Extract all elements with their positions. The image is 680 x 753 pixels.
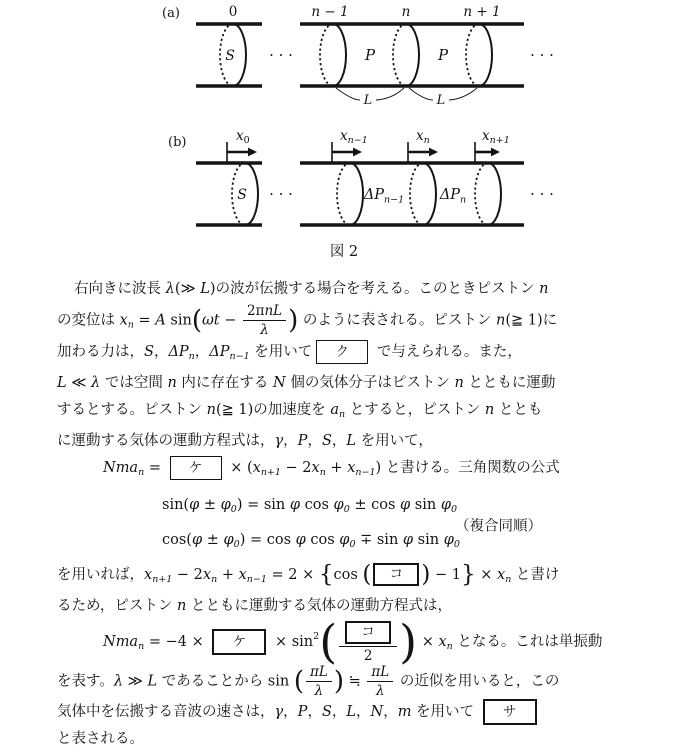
text-run: x [340, 128, 348, 144]
text-run: ∓ sin [355, 531, 403, 548]
text-run: m [397, 704, 412, 721]
text-run: に運動する気体の運動方程式は， [57, 432, 275, 449]
text-run: のように表される。ピストン [298, 312, 497, 329]
piston-front-arc [333, 24, 346, 86]
trig-formula-cos [162, 525, 637, 560]
text-run: φ [440, 496, 451, 513]
text-run: x [482, 128, 490, 144]
text-run: ととも [494, 401, 543, 418]
text-run: L [147, 673, 158, 690]
piston-back-arc [393, 24, 406, 86]
text-run: n [319, 466, 326, 478]
text-run: n [446, 640, 453, 652]
text-run: n [127, 319, 134, 331]
text-run: φ [400, 496, 411, 513]
text-run: L [346, 704, 357, 721]
piston-back-arc [475, 163, 488, 225]
text-run: P [297, 432, 308, 449]
text-run: φ [189, 496, 200, 513]
text-run: n [188, 350, 195, 362]
text-run: − 2 [172, 566, 203, 583]
equation-line-ke [57, 455, 637, 486]
text-run: ) = cos [239, 531, 296, 548]
text-run: cos( [162, 531, 192, 548]
text-run: + [325, 459, 348, 476]
blank-box-ke: ケ [212, 629, 266, 655]
text-run: = [144, 459, 166, 476]
piston-front-arc [423, 163, 436, 225]
text-run: n [206, 401, 216, 418]
open-paren: ( [293, 666, 304, 697]
blank-box-ke: ケ [170, 456, 222, 480]
text-run: sin [165, 312, 192, 329]
close-paren: ) [421, 561, 431, 588]
displacement-label-xn+1 [482, 128, 510, 146]
text-run: x [347, 459, 356, 476]
length-brace [376, 88, 404, 100]
text-run: − [219, 312, 241, 329]
length-brace [449, 88, 477, 100]
text-run: n+1 [260, 466, 281, 478]
text-run: ， [283, 432, 298, 449]
text-run: n [177, 597, 187, 614]
text-run: = 2 × [266, 566, 319, 583]
text-run: φ [443, 531, 454, 548]
text-run: x [202, 566, 212, 583]
fraction [339, 620, 397, 664]
text-run: n [138, 640, 145, 652]
text-run: x [497, 566, 506, 583]
text-run: cos [333, 566, 363, 583]
text-run: を用いれば， [57, 566, 144, 583]
text-run: n [167, 374, 177, 391]
text-run: x [144, 566, 153, 583]
piston-n-1-label: n − 1 [311, 4, 349, 20]
displacement-label-xn [416, 128, 430, 146]
piston-front-arc [488, 163, 501, 225]
text-run: n [496, 312, 506, 329]
open-paren: ( [191, 305, 202, 336]
text-run: ， [331, 704, 347, 721]
text-run: L [200, 281, 210, 297]
text-run: × sin [270, 633, 314, 650]
text-line-9 [57, 593, 637, 620]
pressure-diff-label [439, 187, 466, 206]
text-run: γ [274, 432, 284, 449]
text-run: sin( [162, 496, 190, 513]
problem-text [57, 276, 637, 753]
piston-back-arc [337, 163, 350, 225]
arrowhead [353, 148, 362, 157]
arrowhead [429, 148, 438, 157]
text-run: n+1 [152, 573, 173, 585]
text-run: ) と書ける。三角関数の公式 [375, 459, 560, 476]
figure-2 [0, 0, 680, 270]
text-run: 0 [450, 503, 458, 515]
open-paren: ( [319, 614, 338, 669]
text-run: λ [91, 374, 101, 391]
text-run: 0 [349, 538, 356, 550]
text-run: x [252, 459, 261, 476]
text-run: φ [220, 496, 231, 513]
text-run: 0 [230, 503, 237, 515]
denominator: λ [306, 681, 332, 699]
text-run: を用いて [249, 343, 313, 360]
text-run: L [57, 374, 67, 391]
displacement-label-x0 [236, 128, 250, 146]
denominator: λ [367, 681, 393, 699]
text-run: S [321, 704, 332, 721]
numerator: πL [371, 663, 390, 680]
text-run: とともに運動する気体の運動方程式は， [186, 597, 452, 614]
piston-back-arc [410, 163, 423, 225]
text-run: となる。これは単振動 [452, 633, 603, 650]
text-run: L [346, 432, 357, 449]
text-run: φ [333, 496, 344, 513]
close-brace: } [460, 561, 476, 588]
text-run: φ [191, 531, 203, 548]
text-run: φ [402, 531, 414, 548]
text-run: ≪ [66, 374, 92, 391]
ellipsis-dots: · · · [530, 185, 554, 203]
blank-box-ko: コ [345, 621, 391, 644]
text-run: n−1 [246, 573, 267, 585]
text-run: 0 [453, 538, 460, 550]
text-run: x [119, 312, 128, 329]
text-run: n−1 [355, 466, 376, 478]
diagram-a-label: (a) [162, 6, 180, 21]
blank-box-sa: サ [483, 699, 537, 725]
text-run: の変位は [57, 312, 120, 329]
text-run: の近似を用いると，この [395, 673, 560, 690]
fraction [306, 664, 332, 699]
ellipsis-dots: · · · [269, 46, 293, 64]
text-run: ， [356, 704, 371, 721]
close-paren: ) [288, 305, 299, 336]
blank-box-ko: コ [373, 563, 419, 586]
text-run: と表される。 [57, 731, 144, 748]
text-run: a [330, 401, 340, 418]
text-run: n [484, 401, 495, 418]
text-run: を用いて， [356, 432, 433, 449]
text-run: x [236, 128, 244, 144]
text-run: を用いて [411, 704, 479, 721]
text-run: では空間 [100, 374, 168, 391]
piston-n-label: n [401, 4, 411, 20]
text-run: ， [331, 432, 347, 449]
piston-front-arc [350, 163, 363, 225]
text-run: とすると，ピストン [345, 401, 485, 418]
text-run: P [297, 704, 308, 721]
diagram-b-label: (b) [168, 135, 187, 150]
piston-back-arc [320, 24, 333, 86]
text-run: ， [307, 704, 322, 721]
text-run: − 1 [430, 566, 461, 583]
text-run: 0 [343, 503, 350, 515]
text-run: n [211, 573, 218, 585]
piston-area-label: S [225, 48, 235, 64]
text-run: + [217, 566, 239, 583]
diagram-a [162, 4, 554, 108]
numerator: πL [310, 663, 328, 680]
fraction [367, 664, 393, 699]
text-run: sin [410, 496, 441, 513]
text-run: であることから sin [157, 673, 294, 690]
blank-box-ku: ク [316, 340, 368, 364]
text-run: n−1 [384, 194, 405, 206]
text-run: φ [339, 531, 350, 548]
text-line-11 [57, 664, 637, 699]
ellipsis-dots: · · · [269, 185, 293, 203]
text-run: Nma [103, 459, 139, 476]
text-line-5 [57, 397, 637, 428]
text-run: ΔP [168, 343, 189, 360]
length-brace [336, 88, 360, 100]
text-run: S [144, 343, 154, 360]
piston-front-arc [233, 24, 246, 86]
text-run: n [505, 573, 512, 585]
text-run: ΔP [363, 187, 385, 203]
text-run: = −4 × [144, 633, 209, 650]
text-run: × [417, 633, 439, 650]
pressure-label: P [364, 46, 376, 64]
text-run: 右向きに波長 [74, 281, 166, 297]
text-run: 個の気体分子はピストン [285, 374, 455, 391]
piston-front-arc [406, 24, 419, 86]
text-run: N [273, 374, 286, 391]
piston-front-arc [245, 163, 258, 225]
piston-n+1-label: n + 1 [463, 4, 501, 20]
text-run: ωt [201, 312, 220, 329]
text-run: n [539, 281, 549, 297]
numerator [339, 620, 397, 646]
piston-back-arc [466, 24, 479, 86]
text-run: λ [165, 281, 175, 297]
text-run: ΔP [439, 187, 461, 203]
text-run: cos [300, 496, 334, 513]
displacement-label-xn-1 [340, 128, 368, 146]
figure-caption: 図 2 [329, 244, 359, 260]
text-run: n [339, 408, 346, 420]
text-line-2 [57, 303, 637, 339]
text-run: ± [199, 496, 221, 513]
diagram-b [168, 128, 554, 225]
open-brace: { [318, 561, 334, 588]
equation-line-shm [57, 614, 637, 669]
arrowhead [248, 148, 257, 157]
text-run: x [238, 566, 247, 583]
text-line-4 [57, 370, 637, 397]
text-line-6 [57, 428, 637, 455]
text-run: φ [295, 531, 306, 548]
text-run: n [138, 466, 145, 478]
text-run: n [460, 194, 467, 206]
ellipsis-dots: · · · [530, 46, 554, 64]
text-run: × [475, 566, 497, 583]
text-run: A [155, 312, 166, 329]
text-run: (≧ 1)の加速度を [215, 401, 331, 418]
text-run: λ [113, 673, 124, 690]
text-run: ， [153, 343, 169, 360]
piston-front-arc [479, 24, 492, 86]
text-line-12 [57, 699, 637, 726]
arrowhead [491, 148, 500, 157]
text-run: 加わる力は， [57, 343, 144, 360]
trig-formula-block [57, 490, 637, 560]
text-run: = [133, 312, 156, 329]
text-run: φ [289, 496, 301, 513]
text-run: 2 [313, 630, 320, 642]
text-run: cos [305, 531, 340, 548]
text-run: x [311, 459, 320, 476]
text-run: 0 [243, 135, 250, 146]
text-run: S [321, 432, 332, 449]
text-run: γ [274, 704, 284, 721]
text-line-3 [57, 339, 637, 370]
text-run: ± [202, 531, 224, 548]
text-run: × ( [225, 459, 253, 476]
open-paren: ( [362, 561, 372, 588]
text-run: Nma [103, 633, 139, 650]
text-run: n [423, 135, 430, 146]
length-label: L [436, 93, 446, 108]
text-run: 0 [233, 538, 240, 550]
text-run: (≧ 1)に [505, 312, 558, 329]
text-run: ± cos [349, 496, 401, 513]
pressure-diff-label [363, 187, 404, 206]
text-run: ΔP [209, 343, 230, 360]
text-run: ≒ [344, 673, 366, 690]
text-run: n−1 [229, 350, 250, 362]
denominator: 2 [339, 646, 397, 664]
text-run: x [416, 128, 424, 144]
text-run: 気体中を伝搬する音波の速さは， [57, 704, 275, 721]
text-run: ≫ [123, 673, 148, 690]
text-run: 2π [247, 303, 265, 319]
text-run: ) = sin [236, 496, 290, 513]
piston-0-label: 0 [228, 4, 238, 20]
close-paren: ) [333, 666, 344, 697]
text-run: ， [307, 432, 322, 449]
text-run: ， [383, 704, 398, 721]
text-run: n [454, 374, 464, 391]
text-run: − 2 [280, 459, 312, 476]
text-run: るため，ピストン [57, 597, 178, 614]
text-run: φ [223, 531, 234, 548]
numerator [243, 303, 286, 320]
text-run: ， [194, 343, 210, 360]
pressure-label: P [437, 46, 449, 64]
text-run: 内に存在する [176, 374, 274, 391]
fraction [243, 303, 286, 338]
denominator: λ [243, 320, 286, 338]
text-run: n−1 [347, 135, 368, 146]
text-run: (≫ [174, 281, 201, 297]
text-run: ， [283, 704, 298, 721]
text-run: n+1 [489, 135, 510, 146]
text-line-1 [57, 276, 637, 303]
text-run: x [438, 633, 447, 650]
length-brace [409, 88, 433, 100]
text-run: )の波が伝搬する場合を考える。このときピストン [209, 281, 540, 297]
text-line-13 [57, 726, 637, 753]
text-run: するとする。ピストン [57, 401, 207, 418]
trig-formula-sin [162, 490, 637, 525]
text-run: で与えられる。また， [372, 343, 522, 360]
text-run: nL [264, 303, 283, 319]
piston-area-label: S [237, 187, 247, 203]
text-run: を表す。 [57, 673, 114, 690]
length-label: L [363, 93, 373, 108]
text-run: sin [413, 531, 444, 548]
note-compound-order: （複合同順） [455, 518, 542, 535]
text-line-8 [57, 562, 637, 593]
text-run: N [370, 704, 384, 721]
text-run: とともに運動 [463, 374, 556, 391]
close-paren: ) [399, 614, 418, 669]
text-run: と書け [511, 566, 560, 583]
